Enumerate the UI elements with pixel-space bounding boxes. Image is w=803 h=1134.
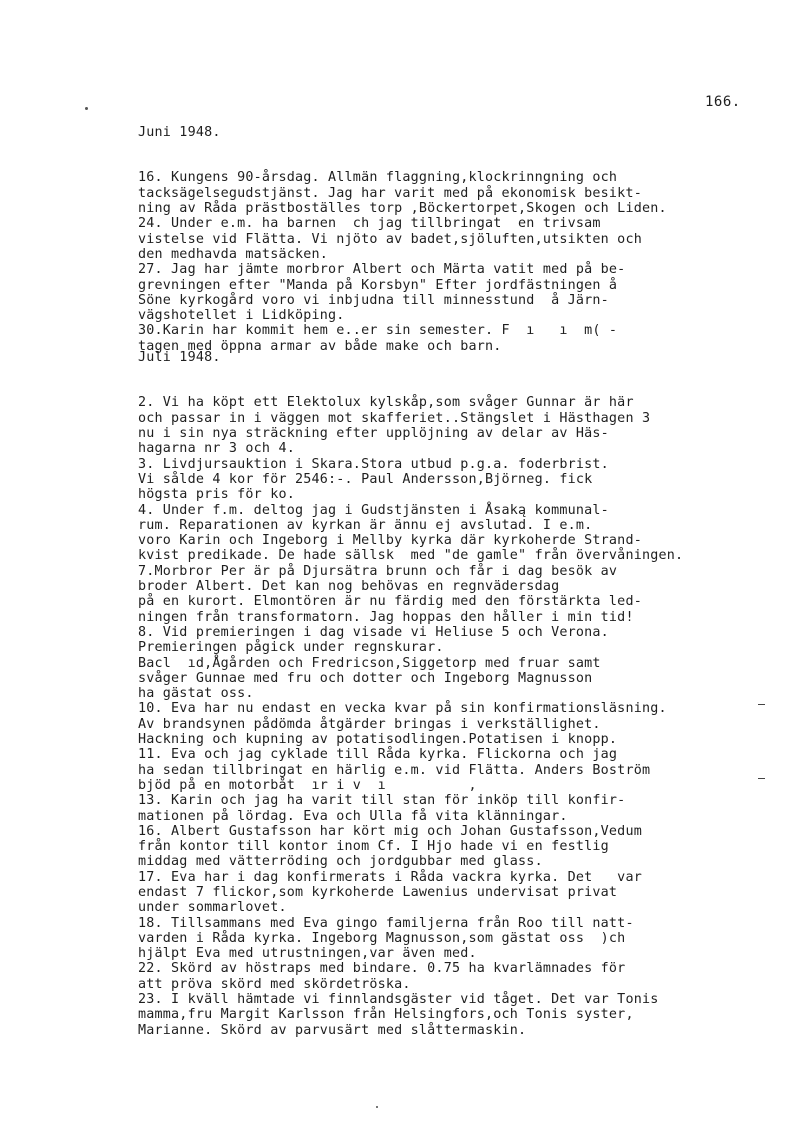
text-line: vägshotellet i Lidköping.	[138, 308, 345, 324]
text-line: 18. Tillsammans med Eva gingo familjerna från Roo till natt-	[138, 915, 634, 931]
text-line: vistelse vid Flätta. Vi njöto av badet,sjöluften,utsikten och	[138, 231, 642, 247]
text-line: 13. Karin och jag ha varit till stan för inköp till konfir-	[138, 793, 626, 809]
text-line: 23. I kväll hämtade vi finnlandsgäster vid tåget. Det var Tonis	[138, 992, 659, 1008]
text-line: varden i Råda kyrka. Ingeborg Magnusson,som gästat oss )ch	[138, 930, 626, 946]
text-line: ningen från transformatorn. Jag hoppas den håller i min tid!	[138, 609, 634, 625]
text-line: svåger Gunnae med fru och dotter och Ingeborg Magnusson	[138, 670, 593, 686]
text-line: hjälpt Eva med utrustningen,var även med.	[138, 946, 477, 962]
text-line: Av brandsynen pådömda åtgärder bringas i verkställighet.	[138, 716, 601, 732]
text-line: 10. Eva har nu endast en vecka kvar på sin konfirmationsläsning.	[138, 701, 667, 717]
text-line: på en kurort. Elmontören är nu färdig med den förstärkta led-	[138, 594, 642, 610]
text-line: nu i sin nya sträckning efter upplöjning av delar av Häs-	[138, 426, 609, 442]
margin-mark	[85, 107, 88, 110]
text-line: 16. Kungens 90-årsdag. Allmän flaggning,klockrinngning och	[138, 170, 618, 186]
text-line: 7.Morbror Per är på Djursätra brunn och får i dag besök av	[138, 563, 618, 579]
text-line: mamma,fru Margit Karlsson från Helsingfors,och Tonis syster,	[138, 1007, 634, 1023]
text-line: under sommarlovet.	[138, 900, 287, 916]
text-line: kvist predikade. De hade sällsk med "de gamle" från övervåningen.	[138, 548, 684, 564]
text-line: den medhavda matsäcken.	[138, 246, 329, 262]
margin-mark	[376, 1106, 378, 1108]
text-line: 17. Eva har i dag konfirmerats i Råda vackra kyrka. Det var	[138, 869, 642, 885]
text-line: 24. Under e.m. ha barnen ch jag tillbringat en trivsam	[138, 216, 601, 232]
text-line: Bacl ıd,Ågården och Fredricson,Siggetorp med fruar samt	[138, 655, 601, 671]
text-line: 8. Vid premieringen i dag visade vi Heliuse 5 och Verona.	[138, 624, 609, 640]
margin-mark	[758, 704, 765, 705]
text-line: 30.Karin har kommit hem e..er sin semester. F ı ı m( -	[138, 323, 618, 339]
text-line: högsta pris för ko.	[138, 487, 295, 503]
text-line: 3. Livdjursauktion i Skara.Stora utbud p.g.a. foderbrist.	[138, 456, 609, 472]
text-line: ha sedan tillbringat en härlig e.m. vid Flätta. Anders Boström	[138, 762, 651, 778]
section-july	[138, 319, 778, 1069]
text-line: Vi sålde 4 kor för 2546:-. Paul Andersson,Björneg. fick	[138, 471, 593, 487]
text-line: Premieringen pågick under regnskurar.	[138, 640, 444, 656]
text-line: Hackning och kupning av potatisodlingen.Potatisen i knopp.	[138, 732, 618, 748]
text-line: 22. Skörd av höstraps med bindare. 0.75 ha kvarlämnades för	[138, 961, 626, 977]
text-line: Marianne. Skörd av parvusärt med slåttermaskin.	[138, 1022, 527, 1038]
text-line: ha gästat oss.	[138, 686, 254, 702]
margin-mark	[758, 778, 765, 779]
text-line: tagen med öppna armar av både make och barn.	[138, 338, 502, 354]
text-line: 2. Vi ha köpt ett Elektolux kylskåp,som svåger Gunnar är här	[138, 395, 634, 411]
text-line: och passar in i väggen mot skafferiet..Stängslet i Hästhagen 3	[138, 410, 651, 426]
text-line: broder Albert. Det kan nog behövas en regnvädersdag	[138, 579, 560, 595]
text-line: bjöd på en motorbåt ır i v ı ,	[138, 777, 477, 793]
text-line: endast 7 flickor,som kyrkoherde Lawenius undervisat privat	[138, 884, 618, 900]
text-line: ning av Råda prästboställes torp ,Böckertorpet,Skogen och Liden.	[138, 201, 667, 217]
text-line: mationen på lördag. Eva och Ulla få vita klänningar.	[138, 808, 568, 824]
text-line: 4. Under f.m. deltog jag i Gudstjänsten i Åsaką kommunal-	[138, 502, 609, 518]
section-heading: Juli 1948.	[138, 349, 221, 365]
text-line: grevningen efter "Manda på Korsbyn" Efter jordfästningen å	[138, 277, 618, 293]
text-line: 27. Jag har jämte morbror Albert och Märta vatit med på be-	[138, 262, 626, 278]
section-heading: Juni 1948.	[138, 124, 221, 140]
text-line: från kontor till kontor inom Cf. I Hjo hade vi en festlig	[138, 839, 609, 855]
text-line: tacksägelsegudstjänst. Jag har varit med på ekonomisk besikt-	[138, 185, 642, 201]
text-line: 11. Eva och jag cyklade till Råda kyrka. Flickorna och jag	[138, 747, 618, 763]
text-line: middag med vätterröding och jordgubbar med glass.	[138, 854, 543, 870]
page-number: 166.	[705, 94, 741, 110]
text-line: hagarna nr 3 och 4.	[138, 441, 295, 457]
text-line: 16. Albert Gustafsson har kört mig och Johan Gustafsson,Vedum	[138, 823, 642, 839]
text-line: voro Karin och Ingeborg i Mellby kyrka där kyrkoherde Strand-	[138, 533, 642, 549]
section-entries	[138, 395, 778, 1037]
text-line: Söne kyrkogård voro vi inbjudna till minnesstund å Järn-	[138, 292, 609, 308]
text-line: rum. Reparationen av kyrkan är ännu ej avslutad. I e.m.	[138, 517, 593, 533]
text-line: att pröva skörd med skördetröska.	[138, 976, 411, 992]
